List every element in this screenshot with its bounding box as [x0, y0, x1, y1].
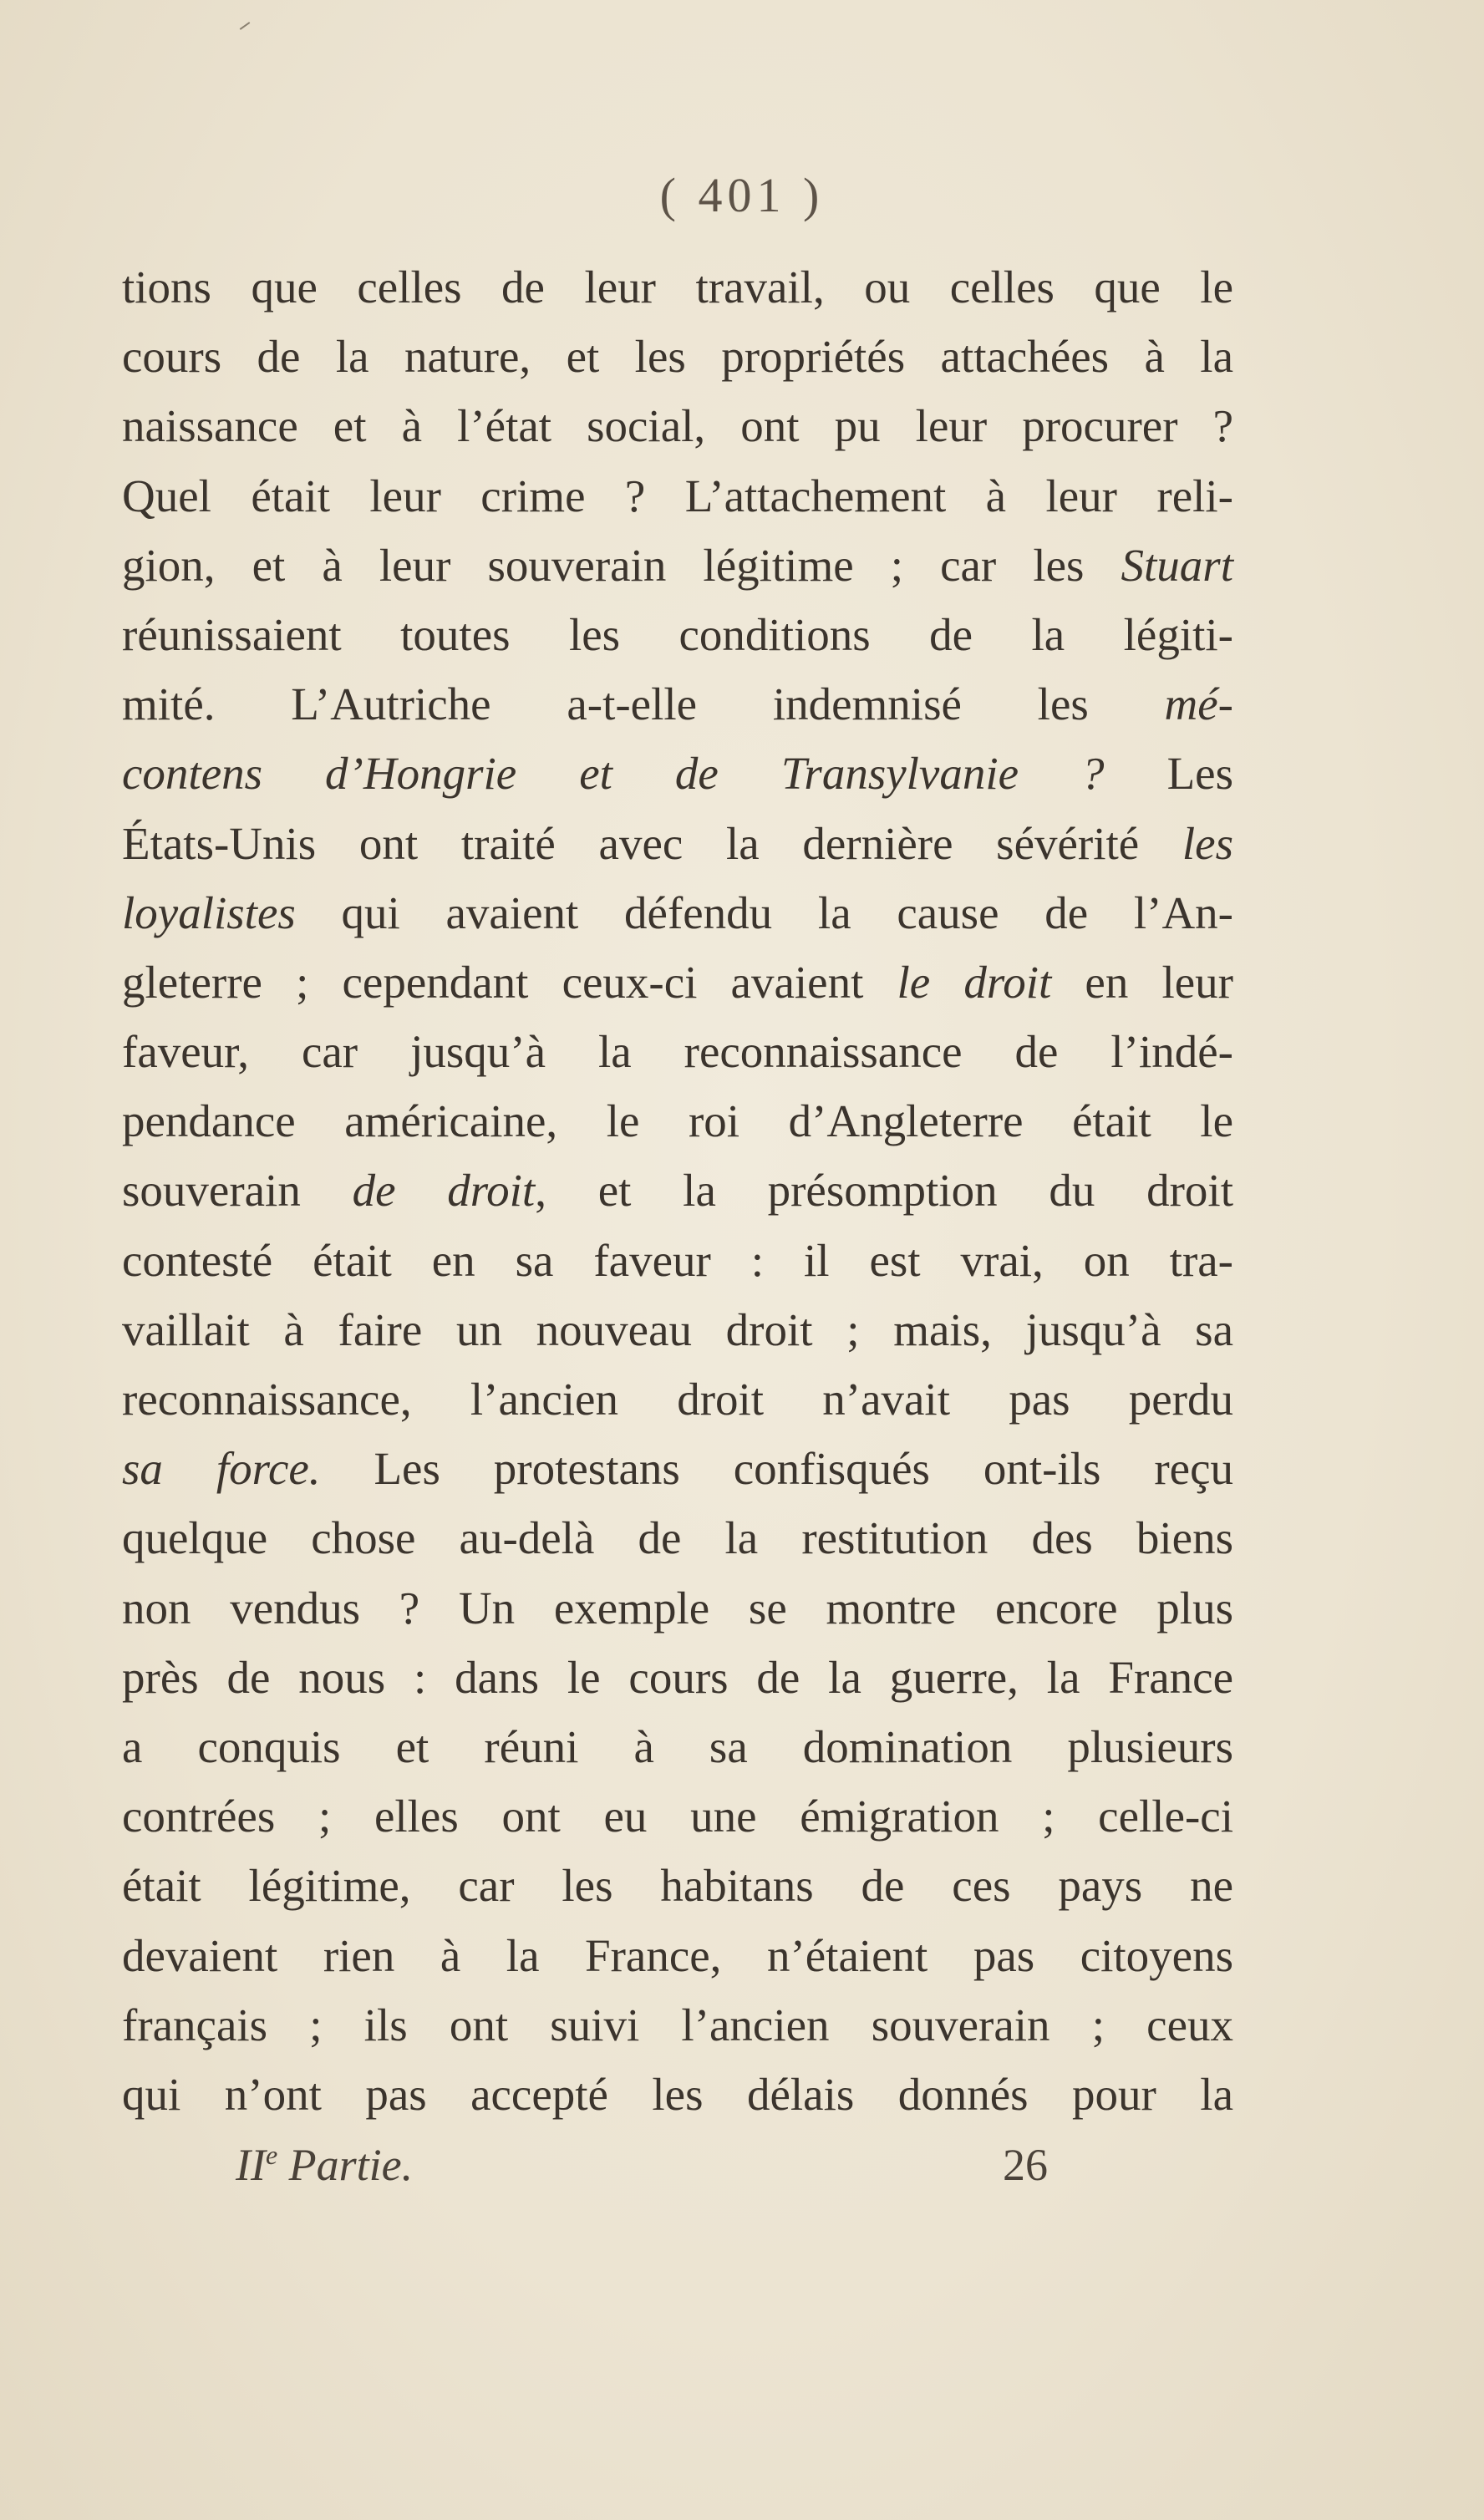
italic-segment: Stuart — [1121, 539, 1233, 591]
text-line — [122, 1921, 1233, 1990]
text-segment: Les — [1104, 748, 1233, 800]
signature-mark — [236, 2139, 413, 2191]
text-segment: français ; ils ont suivi l’ancien souverain ; ceux — [122, 1999, 1233, 2050]
text-segment: vaillait à faire un nouveau droit ; mais, jusqu’à sa — [122, 1303, 1233, 1355]
text-segment: États-Unis ont traité avec la dernière sévérité — [122, 817, 1182, 869]
text-segment: qui avaient défendu la cause de l’An- — [295, 887, 1233, 938]
text-segment: Les protestans confisqués ont-ils reçu — [320, 1443, 1233, 1495]
italic-segment: mé- — [1164, 678, 1233, 730]
text-line — [122, 1990, 1233, 2060]
text-segment: près de nous : dans le cours de la guerre, la France — [122, 1651, 1233, 1703]
text-segment: Quel était leur crime ? L’attachement à leur reli- — [122, 470, 1233, 521]
text-segment: a conquis et réuni à sa domination plusieurs — [122, 1720, 1233, 1772]
page-number: ( 401 ) — [659, 168, 825, 222]
text-line — [122, 948, 1233, 1017]
text-line — [122, 1086, 1233, 1156]
text-line — [122, 1712, 1233, 1781]
text-line — [122, 322, 1233, 391]
text-segment: était légitime, car les habitans de ces pays ne — [122, 1860, 1233, 1912]
text-line — [122, 252, 1233, 322]
text-segment: réunissaient toutes les conditions de la légiti- — [122, 608, 1233, 660]
text-line — [122, 1226, 1233, 1295]
italic-segment: le droit — [897, 956, 1052, 1008]
text-line — [122, 1781, 1233, 1851]
text-line — [122, 1364, 1233, 1434]
text-segment: mité. L’Autriche a-t-elle indemnisé les — [122, 678, 1165, 730]
text-line — [122, 1851, 1233, 1920]
text-segment: gion, et à leur souverain légitime ; car les — [122, 539, 1121, 591]
text-segment: contrées ; elles ont eu une émigration ; celle-ci — [122, 1791, 1233, 1842]
text-line — [122, 531, 1233, 600]
text-segment: qui n’ont pas accepté les délais donnés pour la — [122, 2068, 1233, 2120]
text-segment: quelque chose au-delà de la restitution des biens — [122, 1512, 1233, 1564]
text-segment: souverain — [122, 1165, 353, 1217]
italic-segment: loyalistes — [122, 887, 296, 938]
text-segment: gleterre ; cependant ceux-ci avaient — [122, 956, 897, 1008]
text-line — [122, 739, 1233, 808]
text-segment: reconnaissance, l’ancien droit n’avait pas perdu — [122, 1374, 1233, 1425]
text-segment: , et la présomption du droit — [535, 1165, 1233, 1217]
text-line — [122, 461, 1233, 531]
text-segment: non vendus ? Un exemple se montre encore plus — [122, 1582, 1233, 1633]
text-segment: en leur — [1051, 956, 1233, 1008]
text-segment: cours de la nature, et les propriétés attachées à la — [122, 331, 1233, 383]
text-segment: devaient rien à la France, n’étaient pas citoyens — [122, 1929, 1233, 1981]
text-segment: contesté était en sa faveur : il est vrai, on tra- — [122, 1234, 1233, 1286]
text-line — [122, 1017, 1233, 1086]
text-line — [122, 391, 1233, 460]
text-line — [122, 1573, 1233, 1643]
signature-rest: Partie. — [277, 2140, 414, 2190]
signature-main: II — [236, 2140, 266, 2190]
text-line — [122, 878, 1233, 948]
text-line — [122, 2060, 1233, 2129]
text-line — [122, 1434, 1233, 1503]
italic-segment: les — [1182, 817, 1233, 869]
text-line — [122, 600, 1233, 669]
signature-superscript: e — [265, 2140, 278, 2170]
text-segment: pendance américaine, le roi d’Angleterre était le — [122, 1095, 1233, 1147]
italic-segment: contens d’Hongrie et de Transylvanie ? — [122, 748, 1105, 800]
italic-segment: sa force. — [122, 1443, 321, 1495]
page-footer — [0, 2139, 1484, 2206]
text-line — [122, 809, 1233, 878]
text-segment: faveur, car jusqu’à la reconnaissance de l’indé- — [122, 1026, 1233, 1078]
text-line — [122, 1295, 1233, 1364]
text-line — [122, 1643, 1233, 1712]
text-segment: naissance et à l’état social, ont pu leur procurer ? — [122, 400, 1233, 452]
text-line — [122, 669, 1233, 739]
gathering-number: 26 — [1003, 2140, 1048, 2190]
text-line — [122, 1156, 1233, 1225]
text-line — [122, 1503, 1233, 1572]
italic-segment: de droit — [352, 1165, 536, 1217]
body-text — [122, 252, 1233, 2129]
corner-mark — [240, 22, 251, 30]
text-segment: tions que celles de leur travail, ou celles que le — [122, 262, 1233, 312]
